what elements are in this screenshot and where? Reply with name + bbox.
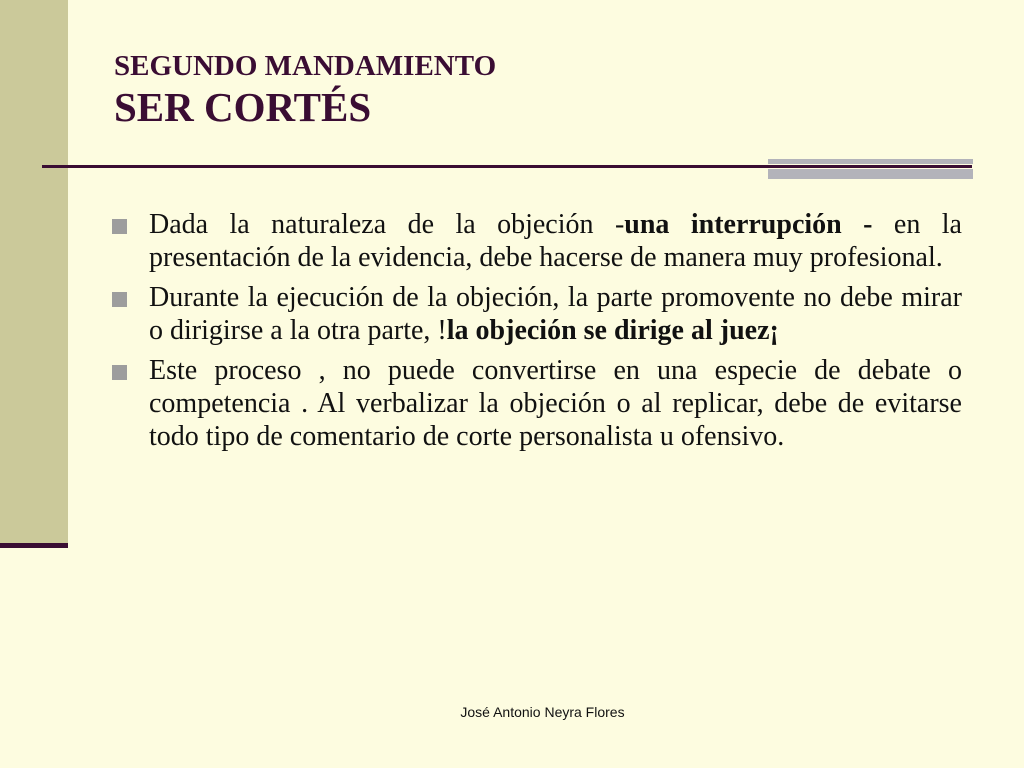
square-bullet-icon (112, 292, 127, 307)
accent-bar (768, 159, 973, 179)
bullet-item-3 (112, 354, 962, 453)
bullet-list (112, 208, 962, 460)
bullet-text: Dada la naturaleza de la objeción - (149, 209, 625, 240)
title-line-2: SER CORTÉS (114, 84, 372, 130)
title-line-1: SEGUNDO MANDAMIENTO (114, 50, 497, 82)
bullet-item-2 (112, 281, 962, 347)
square-bullet-icon (112, 219, 127, 234)
bullet-text: Este proceso , no puede convertirse en una especie de debate o competencia . Al verbalizar la objeción o al replicar, debe de evitarse todo tipo de comentario de corte personalista u ofensivo. (149, 355, 962, 452)
bullet-text: Durante la ejecución de la objeción, la parte promovente no debe mirar o dirigirse a la otra parte, ! (149, 282, 962, 346)
sidebar-stripe (0, 0, 68, 545)
square-bullet-icon (112, 365, 127, 380)
slide-title (114, 48, 496, 130)
bullet-bold-text: la objeción se dirige al juez¡ (446, 315, 779, 346)
footer-author: José Antonio Neyra Flores (460, 704, 625, 720)
bullet-bold-text: una interrupción - (624, 209, 873, 240)
bullet-item-1 (112, 208, 962, 274)
sidebar-underline (0, 543, 68, 548)
bullet-text: en la presentación de la evidencia, debe hacerse de manera muy profesional. (149, 209, 962, 273)
